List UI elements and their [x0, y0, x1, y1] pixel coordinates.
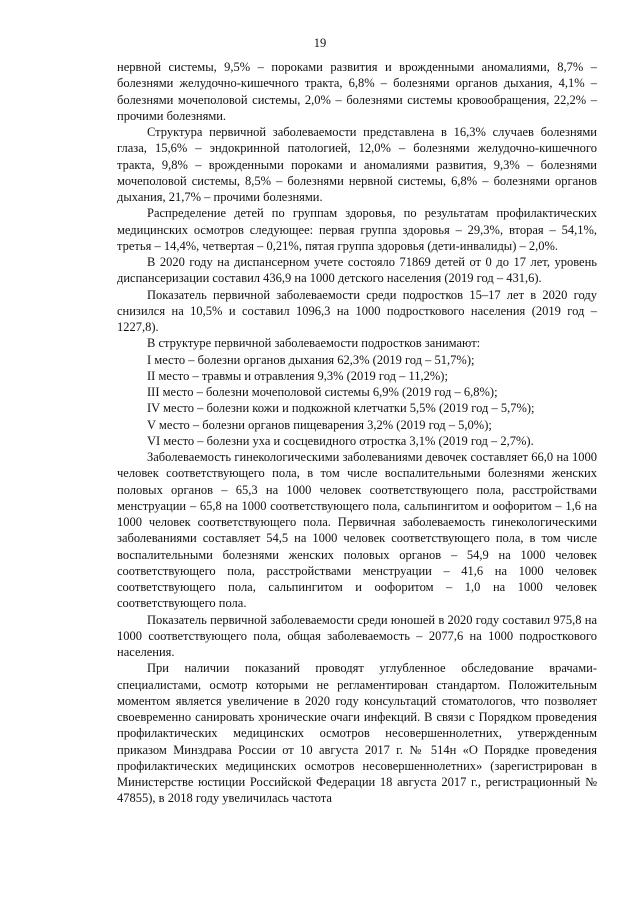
paragraph: В 2020 году на диспансерном учете состояло 71869 детей от 0 до 17 лет, уровень диспансеризации составил 436,9 на 1000 детского населения (2019 год – 431,6).	[117, 255, 597, 286]
paragraph: При наличии показаний проводят углубленное обследование врачами-специалистами, осмотр которыми не регламентирован стандартом. Положительным моментом является увеличение в 2020 году консультаций стоматологов, что позволяет своевременно санировать хронические очаги инфекций. В связи с Порядком проведения профилактических медицинских осмотров несовершеннолетних, утвержденным приказом Минздрава России от 10 августа 2017 г. № 514н «О Порядке проведения профилактических медицинских осмотров несовершеннолетних» (зарегистрирован в Министерстве юстиции Российской Федерации 18 августа 2017 г., регистрационный № 47855), в 2018 году увеличилась частота	[117, 661, 597, 806]
paragraph: Распределение детей по группам здоровья, по результатам профилактических медицинских осмотров следующее: первая группа здоровья – 29,3%, вторая – 54,1%, третья – 14,4%, четвертая – 0,21%, пятая группа здоровья (дети-инвалиды) – 2,0%.	[117, 206, 597, 253]
page-number: 19	[313, 36, 327, 50]
list-item: III место – болезни мочеполовой системы 6,9% (2019 год – 6,8%);	[147, 385, 498, 399]
document-body	[117, 59, 597, 807]
list-item: V место – болезни органов пищеварения 3,2% (2019 год – 5,0%);	[147, 417, 492, 432]
list-item: VI место – болезни уха и сосцевидного отростка 3,1% (2019 год – 2,7%).	[147, 433, 534, 448]
paragraph: Показатель первичной заболеваемости среди подростков 15–17 лет в 2020 году снизился на 10,5% и составил 1096,3 на 1000 подросткового населения (2019 год – 1227,8).	[117, 287, 597, 334]
list-item: IV место – болезни кожи и подкожной клетчатки 5,5% (2019 год – 5,7%);	[147, 401, 535, 416]
list-item: II место – травмы и отравления 9,3% (2019 год – 11,2%);	[147, 368, 448, 383]
list-item: В структуре первичной заболеваемости подростков занимают:	[147, 336, 481, 351]
paragraph: Показатель первичной заболеваемости среди юношей в 2020 году составил 975,8 на 1000 соответствующего пола, общая заболеваемость – 2077,6 на 1000 подросткового населения.	[117, 612, 597, 659]
paragraph: нервной системы, 9,5% – пороками развития и врожденными аномалиями, 8,7% – болезнями желудочно-кишечного тракта, 6,8% – болезнями органов дыхания, 4,1% – болезнями мочеполовой системы, 2,0% – болезнями системы кровообращения, 22,2% – прочими болезнями.	[117, 60, 597, 123]
paragraph: Заболеваемость гинекологическими заболеваниями девочек составляет 66,0 на 1000 человек соответствующего пола, в том числе воспалительными болезнями женских половых органов – 65,3 на 1000 человек соответствующего пола, расстройствами менструации – 65,8 на 1000 соответствующего пола, сальпингитом и оофоритом – 1,6 на 1000 человек соответствующего пола. Первичная заболеваемость гинекологическими заболеваниями составляет 54,5 на 1000 человек соответствующего пола, в том числе воспалительными болезнями женских половых органов – 54,9 на 1000 человек соответствующего пола, расстройствами менструации – 41,6 на 1000 человек соответствующего пола, сальпингитом и оофоритом – 1,0 на 1000 человек соответствующего пола.	[117, 450, 597, 611]
list-item: I место – болезни органов дыхания 62,3% (2019 год – 51,7%);	[147, 352, 475, 367]
paragraph: Структура первичной заболеваемости представлена в 16,3% случаев болезнями глаза, 15,6% – эндокринной патологией, 12,0% – болезнями желудочно-кишечного тракта, 9,8% – врожденными пороками и аномалиями развития, 9,3% – болезнями мочеполовой системы, 8,5% – болезнями нервной системы, 6,8% – болезнями органов дыхания, 21,7% – прочими болезнями.	[117, 125, 597, 204]
